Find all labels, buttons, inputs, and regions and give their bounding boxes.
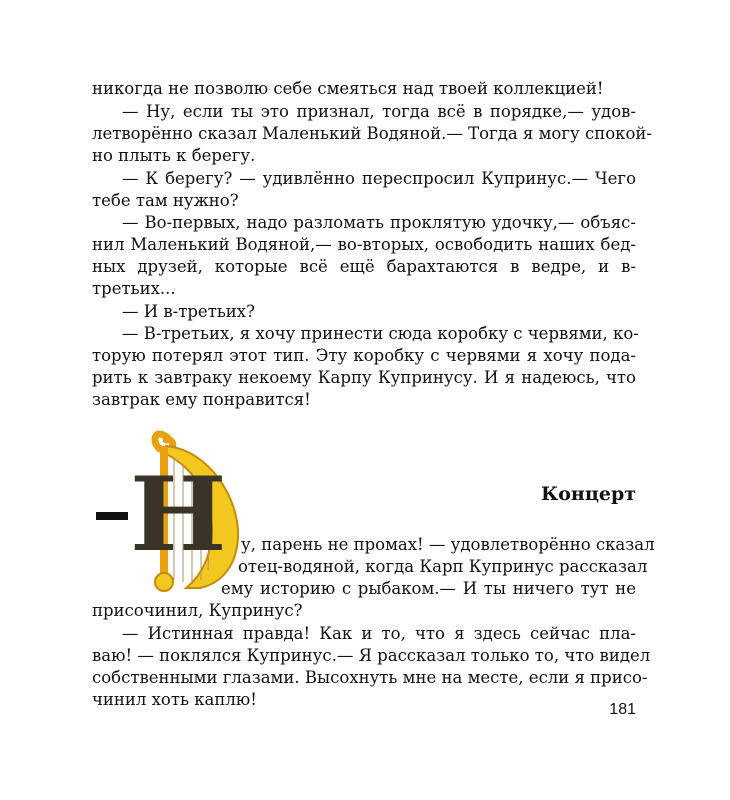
- text-line: ему историю с рыбаком.— И ты ничего тут не: [221, 579, 636, 598]
- text-line: — В-третьих, я хочу принести сюда коробку с червями, ко-: [122, 324, 639, 343]
- text-line: — Истинная правда! Как и то, что я здесь сейчас пла-: [122, 624, 636, 643]
- text-line: летворённо сказал Маленький Водяной.— Тогда я могу спокой-: [92, 124, 652, 143]
- text-line: собственными глазами. Высохнуть мне на месте, если я присо-: [92, 668, 648, 687]
- drop-cap-letter: Н: [130, 455, 227, 575]
- text-line: ных друзей, которые всё ещё барахтаются в ведре, и в-: [92, 257, 636, 276]
- text-line: — И в-третьих?: [122, 302, 255, 321]
- text-line: отец-водяной, когда Карп Купринус рассказал: [238, 557, 648, 576]
- text-line: чинил хоть каплю!: [92, 690, 257, 709]
- text-line: рить к завтраку некоему Карпу Купринусу. И я надеюсь, что: [92, 368, 636, 387]
- text-line: — К берегу? — удивлённо переспросил Купринус.— Чего: [122, 169, 636, 188]
- dash-mark: [96, 512, 128, 520]
- text-line: присочинил, Купринус?: [92, 601, 303, 620]
- text-line: у, парень не промах! — удовлетворённо сказал: [241, 535, 655, 554]
- drop-cap-harp-illustration: [90, 420, 250, 600]
- text-line: никогда не позволю себе смеяться над твоей коллекцией!: [92, 79, 604, 98]
- text-line: завтрак ему понравится!: [92, 390, 311, 409]
- section-title: Концерт: [540, 483, 636, 505]
- text-line: — Ну, если ты это признал, тогда всё в порядке,— удов-: [122, 102, 636, 121]
- text-line: но плыть к берегу.: [92, 146, 256, 165]
- text-line: нил Маленький Водяной,— во-вторых, освободить наших бед-: [92, 235, 636, 254]
- text-line: торую потерял этот тип. Эту коробку с червями я хочу пода-: [92, 346, 636, 365]
- text-line: — Во-первых, надо разломать проклятую удочку,— объяс-: [122, 213, 636, 232]
- text-line: ваю! — поклялся Купринус.— Я рассказал только то, что видел: [92, 646, 651, 665]
- text-line: тебе там нужно?: [92, 191, 239, 210]
- text-line: третьих...: [92, 279, 176, 298]
- page-number: 181: [609, 701, 636, 718]
